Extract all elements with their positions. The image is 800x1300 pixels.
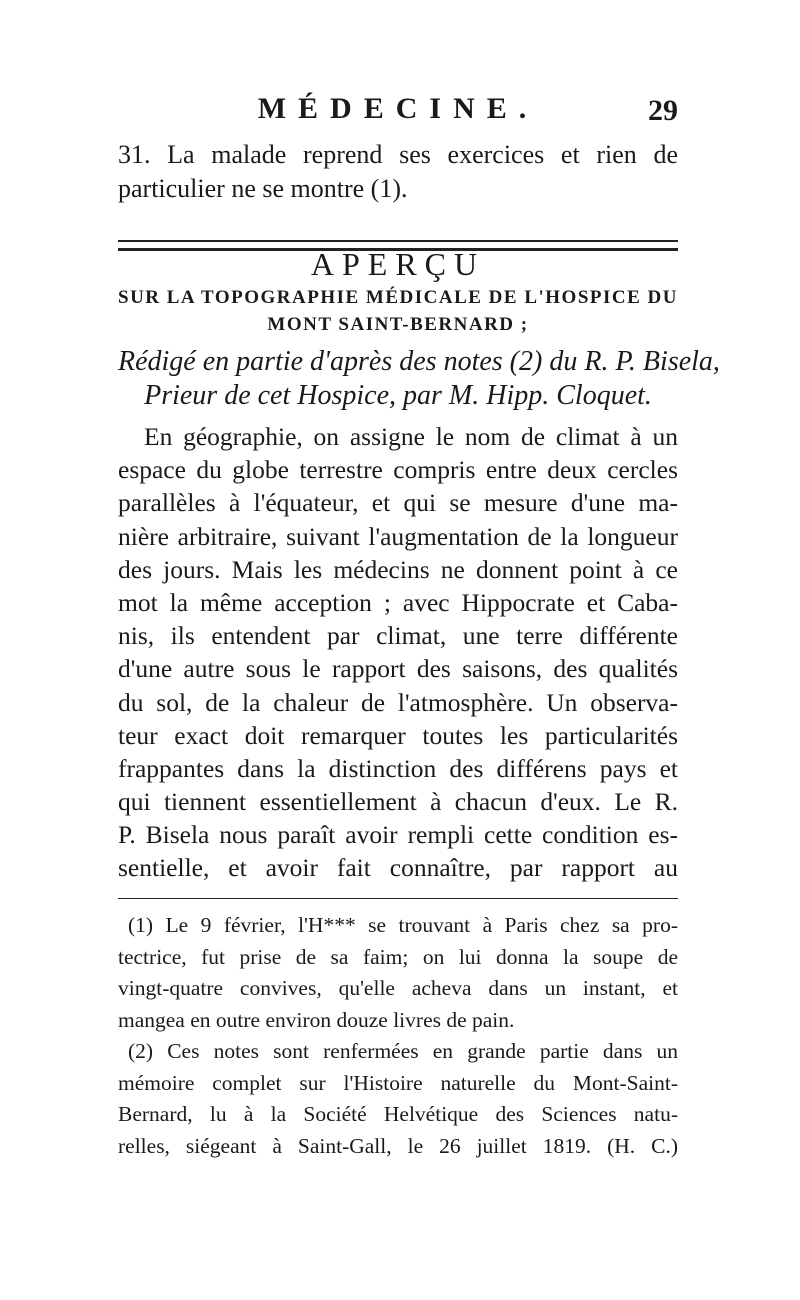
body-line: d'une autre sous le rapport des saisons, des qualités <box>118 654 678 684</box>
body-line: qui tiennent essentiellement à chacun d'eux. Le R. <box>118 787 678 817</box>
intro-line-1: 31. La malade reprend ses exercices et rien de <box>118 140 678 169</box>
footnote-line: Bernard, lu à la Société Helvétique des Sciences natu- <box>118 1102 678 1126</box>
intro-line-2: particulier ne se montre (1). <box>118 174 408 203</box>
page-header <box>118 92 678 132</box>
body-line: nis, ils entendent par climat, une terre différente <box>118 621 678 651</box>
body-line: espace du globe terrestre compris entre deux cercles <box>118 455 678 485</box>
body-line: En géographie, on assigne le nom de climat à un <box>144 422 678 451</box>
footnotes <box>118 910 678 1162</box>
footnote-line: (1) Le 9 février, l'H*** se trouvant à Paris chez sa pro- <box>128 913 678 937</box>
page-number: 29 <box>648 94 678 127</box>
footnote-line: vingt-quatre convives, qu'elle acheva dans un instant, et <box>118 976 678 1000</box>
footnote-line: (2) Ces notes sont renfermées en grande partie dans un <box>128 1039 678 1063</box>
footnote-line: mangea en outre environ douze livres de pain. <box>118 1007 515 1032</box>
section-title: APERÇU <box>310 246 486 282</box>
body-line: mot la même acception ; avec Hippocrate et Caba- <box>118 587 678 617</box>
body-line: sentielle, et avoir fait connaître, par rapport au <box>118 853 678 883</box>
body-line: des jours. Mais les médecins ne donnent point à ce <box>118 554 678 584</box>
section-subtitle-line-1: SUR LA TOPOGRAPHIE MÉDICALE DE L'HOSPICE DU <box>118 287 678 308</box>
footnote-line: mémoire complet sur l'Histoire naturelle du Mont-Saint- <box>118 1070 678 1095</box>
body-line: parallèles à l'équateur, et qui se mesure d'une ma- <box>118 488 678 518</box>
body-line: P. Bisela nous paraît avoir rempli cette condition es- <box>118 820 678 850</box>
footnote-divider <box>118 898 678 899</box>
body-line: du sol, de la chaleur de l'atmosphère. Un observa- <box>118 687 678 717</box>
body-paragraph <box>118 420 678 885</box>
running-title: MÉDECINE. <box>257 92 539 125</box>
footnote-line: relles, siégeant à Saint-Gall, le 26 juillet 1819. (H. C.) <box>118 1133 678 1158</box>
body-line: nière arbitraire, suivant l'augmentation de la longueur <box>118 521 678 551</box>
body-line: frappantes dans la distinction des différens pays et <box>118 753 678 783</box>
byline-line-2: Prieur de cet Hospice, par M. Hipp. Cloquet. <box>144 380 652 411</box>
byline-line-1: Rédigé en partie d'après des notes (2) du R. P. Bisela, <box>118 346 720 377</box>
body-line: teur exact doit remarquer toutes les particularités <box>118 720 678 750</box>
section-subtitle-line-2: MONT SAINT-BERNARD ; <box>267 314 529 335</box>
footnote-line: tectrice, fut prise de sa faim; on lui donna la soupe de <box>118 944 678 969</box>
